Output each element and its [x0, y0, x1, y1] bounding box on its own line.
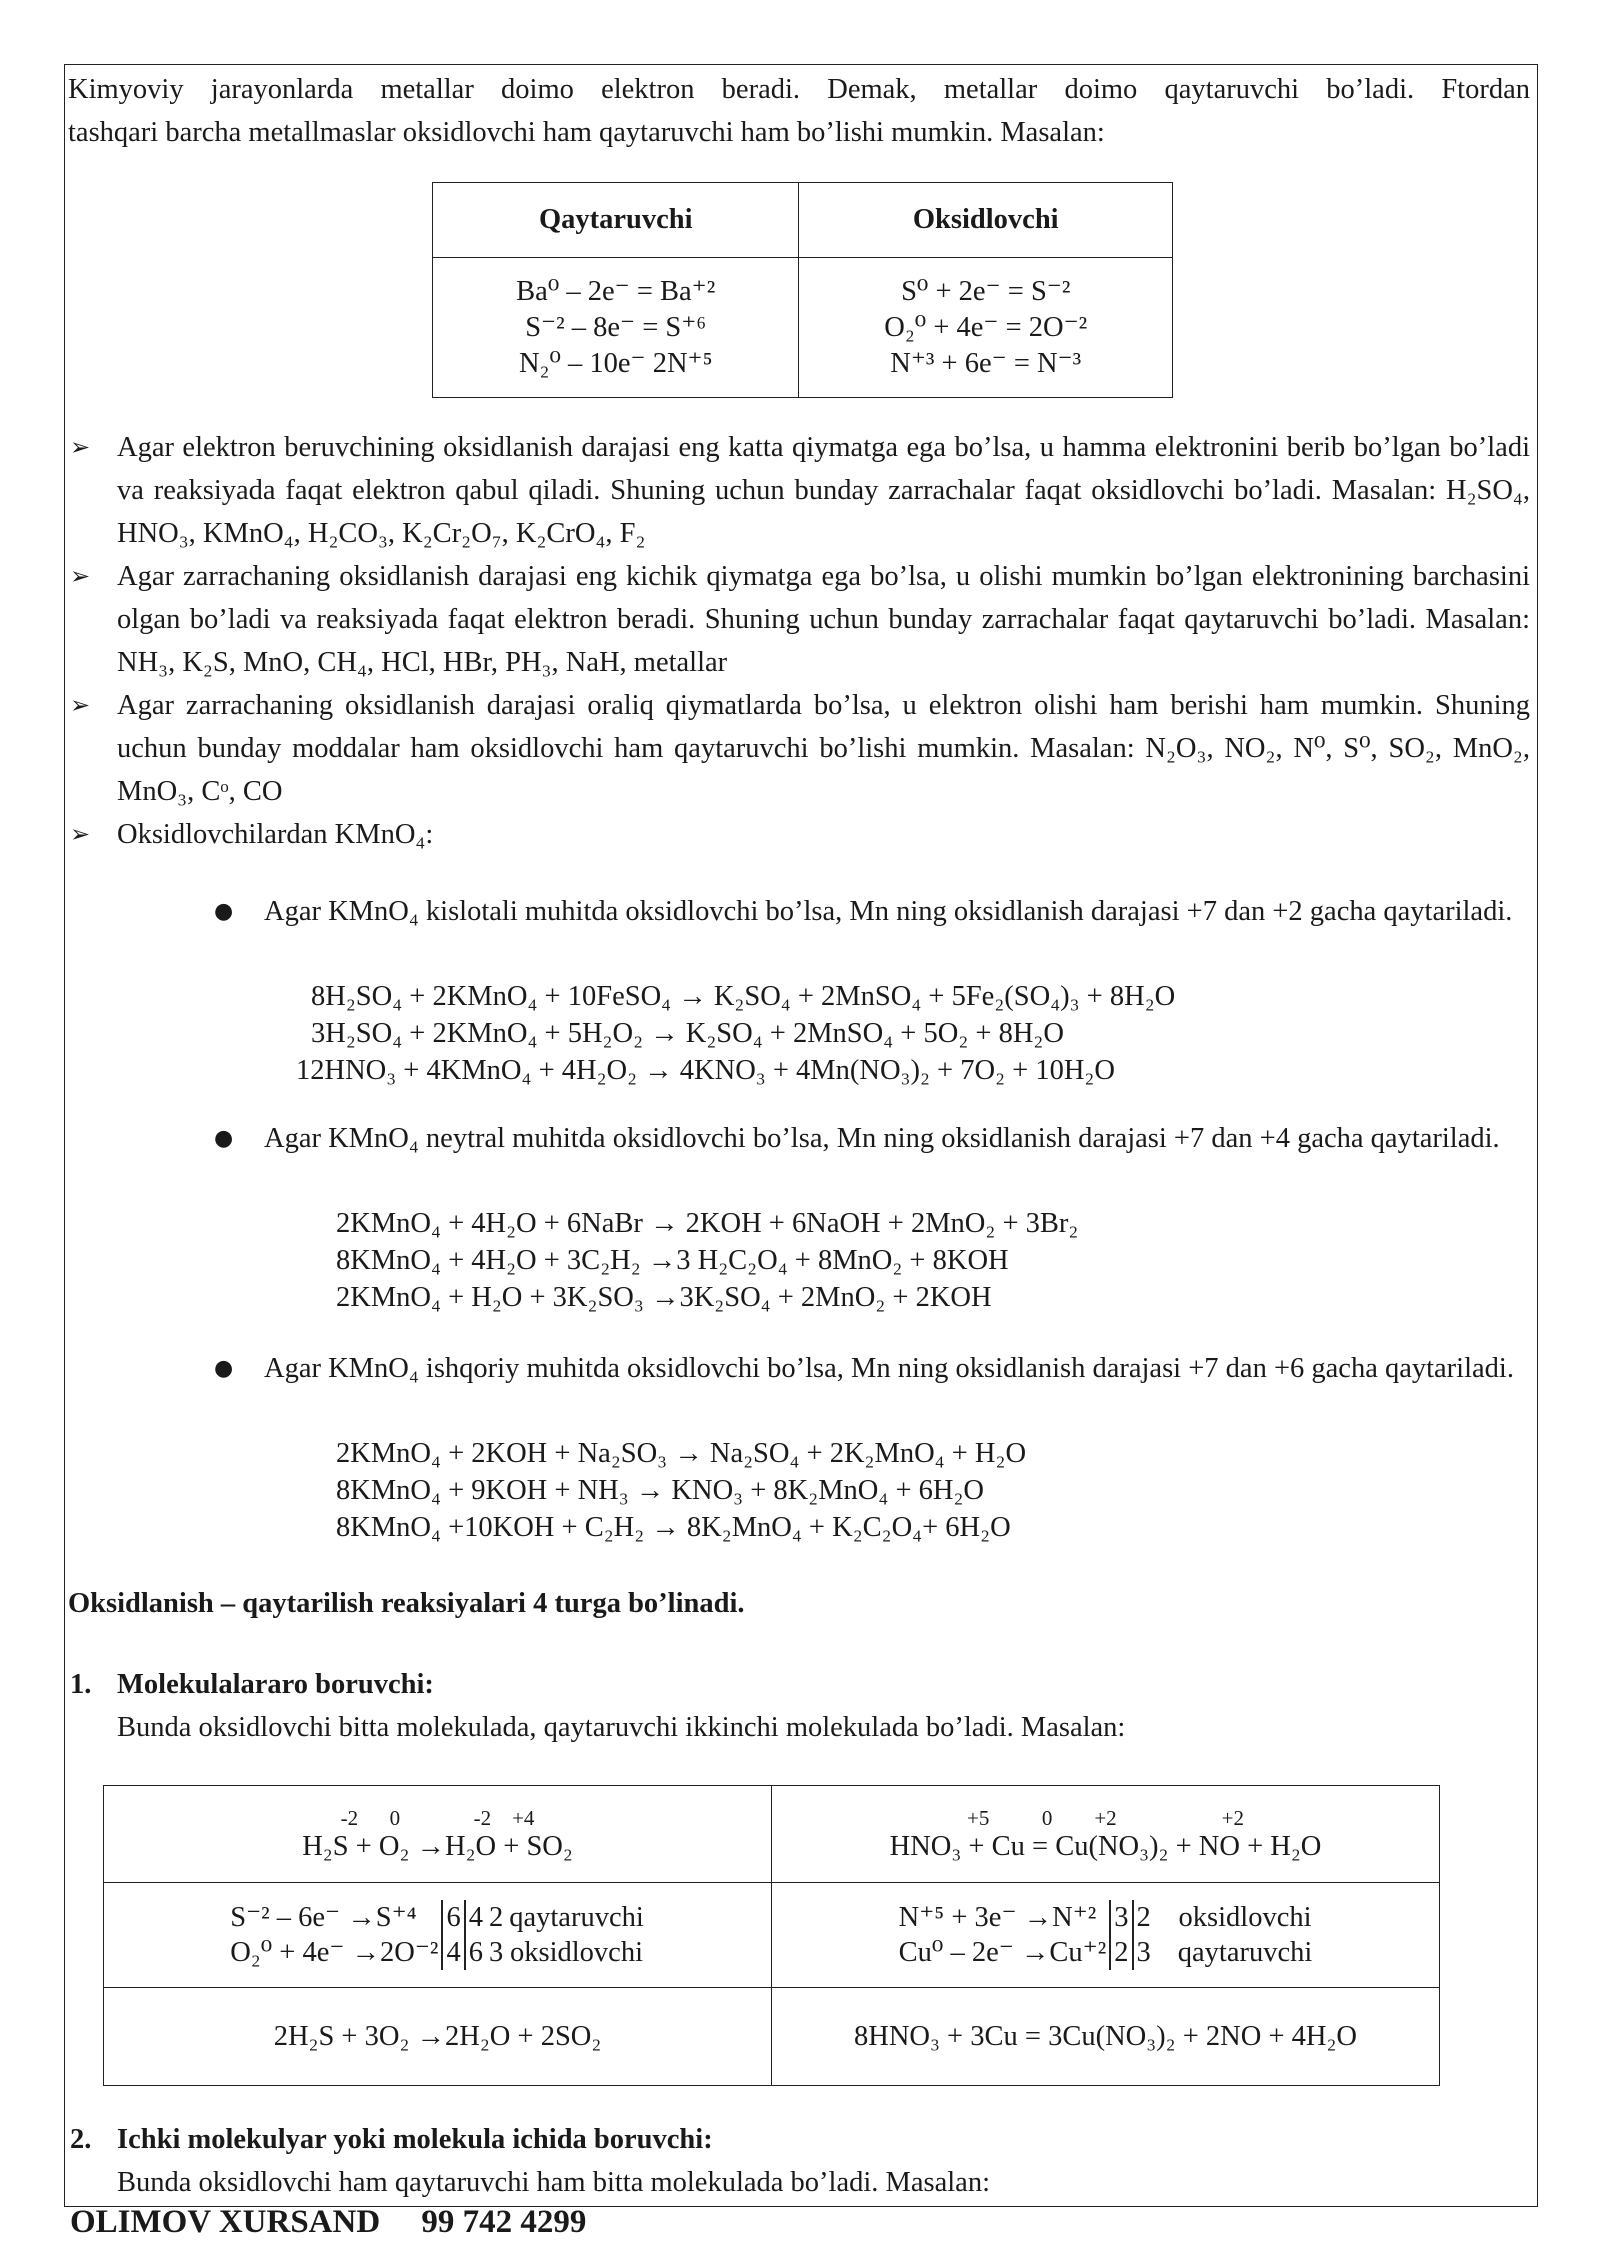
arrow-bullet-icon: ➢ [70, 820, 91, 848]
balance-number: 2 [1133, 1900, 1154, 1935]
footer [70, 2202, 586, 2242]
balance-number: 2 [488, 1901, 504, 1933]
balance-number: 6 [465, 1935, 486, 1970]
oxidation-states: +5 0 +2 +2 [966, 1805, 1245, 1830]
type-title: Ichki molekulyar yoki molekula ichida boruvchi: [117, 2124, 713, 2155]
role-label: oksidlovchi [510, 1936, 643, 1968]
rules-list [68, 426, 1530, 856]
left-balance-cell [104, 1882, 772, 1987]
balance-number: 4 [442, 1935, 464, 1970]
equation: 2KMnO₄ + 2KOH + Na₂SO₃ → Na₂SO₄ + 2K₂MnO₄ + H₂O [336, 1438, 1027, 1469]
balance-number: 3 [1133, 1935, 1154, 1970]
oxidizer-row: N⁺³ + 6e⁻ = N⁻³ [890, 347, 1082, 379]
redox-example-table [103, 1785, 1440, 2086]
equation: 3H₂SO₄ + 2KMnO₄ + 5H₂O₂ → K₂SO₄ + 2MnSO₄ + 5O₂ + 8H₂O [311, 1018, 1064, 1049]
case-text: Agar KMnO₄ neytral muhitda oksidlovchi bo’lsa, Mn ning oksidlanish darajasi +7 dan +4 gacha qaytariladi. [264, 1123, 1500, 1154]
dot-bullet-icon: ● [214, 899, 234, 924]
reducer-row: N₂⁰ – 10e⁻ 2N⁺⁵ [518, 347, 713, 379]
equation: 2KMnO₄ + 4H₂O + 6NaBr → 2KOH + 6NaOH + 2MnO₂ + 3Br₂ [336, 1208, 1079, 1239]
equation: 8KMnO₄ +10KOH + C₂H₂ → 8K₂MnO₄ + K₂C₂O₄+ 6H₂O [336, 1512, 1011, 1543]
footer-phone: 99 742 4299 [421, 2204, 587, 2240]
type-description: Bunda oksidlovchi bitta molekulada, qaytaruvchi ikkinchi molekulada bo’ladi. Masalan: [117, 1712, 1126, 1743]
arrow-bullet-icon: ➢ [70, 433, 91, 461]
rule-text: Agar zarrachaning oksidlanish darajasi oraliq qiymatlarda bo’lsa, u elektron olishi ham berishi ham mumkin. Shuning uchun bunday moddalar ham oksidlovchi ham qaytaruvchi bo’lishi mumkin. Masalan: N₂O₃, NO₂, N⁰, S⁰, SO₂, MnO₂, MnO₃, Cᵒ, CO [117, 690, 1530, 807]
balance-number: 3 [488, 1936, 504, 1968]
rule-item [68, 684, 1530, 813]
arrow-bullet-icon: ➢ [70, 691, 91, 719]
balance-number: 2 [1110, 1935, 1132, 1970]
type-1 [68, 1663, 1125, 1749]
oxidizer-row: O₂⁰ + 4e⁻ = 2O⁻² [884, 311, 1088, 343]
right-balance-cell [772, 1882, 1440, 1987]
left-result-cell: 2H₂S + 3O₂ →2H₂O + 2SO₂ [104, 1988, 772, 2086]
case-text: Agar KMnO₄ kislotali muhitda oksidlovchi bo’lsa, Mn ning oksidlanish darajasi +7 dan +2 gacha qaytariladi. [264, 896, 1513, 927]
reducer-row: Ba⁰ – 2e⁻ = Ba⁺² [516, 275, 716, 307]
type-number: 1. [70, 1669, 92, 1700]
rule-text: Agar elektron beruvchining oksidlanish darajasi eng katta qiymatga ega bo’lsa, u hamma elektronini berib bo’lgan bo’ladi va reaksiyada faqat elektron qabul qiladi. Shuning uchun bunday zarrachalar faqat oksidlovchi bo’ladi. Masalan: H₂SO₄, HNO₃, KMnO₄, H₂CO₃, K₂Cr₂O₇, K₂CrO₄, F₂ [117, 432, 1530, 549]
role-label: oksidlovchi [1178, 1901, 1312, 1933]
type-description: Bunda oksidlovchi ham qaytaruvchi ham bitta molekulada bo’ladi. Masalan: [117, 2167, 990, 2198]
dot-bullet-icon: ● [214, 1126, 234, 1151]
intro-line-1: Kimyoviy jarayonlarda metallar doimo elektron beradi. Demak, metallar doimo qaytaruvchi bo’ladi. Ftordan [68, 74, 1530, 105]
reducer-oxidizer-table [432, 182, 1173, 398]
rule-item [68, 555, 1530, 684]
right-result-cell: 8HNO₃ + 3Cu = 3Cu(NO₃)₂ + 2NO + 4H₂O [772, 1988, 1440, 2086]
reaction: H₂S + O₂ →H₂O + SO₂ [302, 1830, 573, 1862]
arrow-bullet-icon: ➢ [70, 562, 91, 590]
half-reaction: O₂⁰ + 4e⁻ →2O⁻² [230, 1936, 439, 1968]
equation: 8H₂SO₄ + 2KMnO₄ + 10FeSO₄ → K₂SO₄ + 2MnSO₄ + 5Fe₂(SO₄)₃ + 8H₂O [311, 981, 1176, 1012]
type-title: Molekulalararo boruvchi: [117, 1669, 434, 1700]
equation: 12HNO₃ + 4KMnO₄ + 4H₂O₂ → 4KNO₃ + 4Mn(NO₃)₂ + 7O₂ + 10H₂O [296, 1055, 1115, 1086]
oxidizer-row: S⁰ + 2e⁻ = S⁻² [901, 275, 1071, 307]
kmno4-neutral-case [216, 1117, 1530, 1160]
kmno4-acidic-case [216, 890, 1530, 933]
intro-paragraph [68, 68, 1530, 154]
half-reaction: N⁺⁵ + 3e⁻ →N⁺² [898, 1901, 1097, 1933]
half-reaction: S⁻² – 6e⁻ →S⁺⁴ [230, 1901, 417, 1933]
type-2 [68, 2118, 990, 2204]
rule-text: Agar zarrachaning oksidlanish darajasi eng kichik qiymatga ega bo’lsa, u olishi mumkin bo’lgan elektronining barchasini olgan bo’ladi va reaksiyada faqat elektron beradi. Shuning uchun bunday zarrachalar faqat qaytaruvchi bo’ladi. Masalan: NH₃, K₂S, MnO, CH₄, HCl, HBr, PH₃, NaH, metallar [117, 561, 1530, 678]
left-reaction-cell [104, 1786, 772, 1883]
balance-number: 3 [1110, 1900, 1132, 1935]
section-heading: Oksidlanish – qaytarilish reaksiyalari 4 turga bo’linadi. [68, 1588, 745, 1619]
rule-item [68, 426, 1530, 555]
half-reaction: Cu⁰ – 2e⁻ →Cu⁺² [898, 1936, 1107, 1968]
header-oxidizer: Oksidlovchi [799, 183, 1173, 258]
balance-number: 6 [442, 1900, 464, 1935]
role-label: qaytaruvchi [1177, 1936, 1313, 1968]
right-reaction-cell [772, 1786, 1440, 1883]
rule-item [68, 813, 1530, 856]
electron-balance [227, 1900, 648, 1970]
oxidizer-cell [799, 258, 1173, 398]
oxidation-states: -2 0 -2 +4 [340, 1805, 535, 1830]
equation: 8KMnO₄ + 4H₂O + 3C₂H₂ →3 H₂C₂O₄ + 8MnO₂ + 8KOH [336, 1245, 1009, 1276]
type-number: 2. [70, 2124, 92, 2155]
case-text: Agar KMnO₄ ishqoriy muhitda oksidlovchi bo’lsa, Mn ning oksidlanish darajasi +7 dan +6 gacha qaytariladi. [264, 1353, 1514, 1384]
footer-author: OLIMOV XURSAND [70, 2204, 381, 2240]
electron-balance [896, 1900, 1316, 1970]
equation: 2KMnO₄ + H₂O + 3K₂SO₃ →3K₂SO₄ + 2MnO₂ + 2KOH [336, 1282, 992, 1313]
balance-number: 4 [465, 1900, 486, 1935]
reaction: HNO₃ + Cu = Cu(NO₃)₂ + NO + H₂O [889, 1830, 1322, 1862]
reducer-row: S⁻² – 8e⁻ = S⁺⁶ [525, 311, 707, 343]
equation: 8KMnO₄ + 9KOH + NH₃ → KNO₃ + 8K₂MnO₄ + 6H₂O [336, 1475, 984, 1506]
header-reducer: Qaytaruvchi [433, 183, 799, 258]
role-label: qaytaruvchi [509, 1901, 644, 1933]
reducer-cell [433, 258, 799, 398]
rule-text: Oksidlovchilardan KMnO₄: [117, 819, 434, 850]
kmno4-alkaline-case [216, 1347, 1530, 1390]
intro-line-2: tashqari barcha metallmaslar oksidlovchi ham qaytaruvchi ham bo’lishi mumkin. Masalan: [68, 117, 1105, 148]
dot-bullet-icon: ● [214, 1356, 234, 1381]
